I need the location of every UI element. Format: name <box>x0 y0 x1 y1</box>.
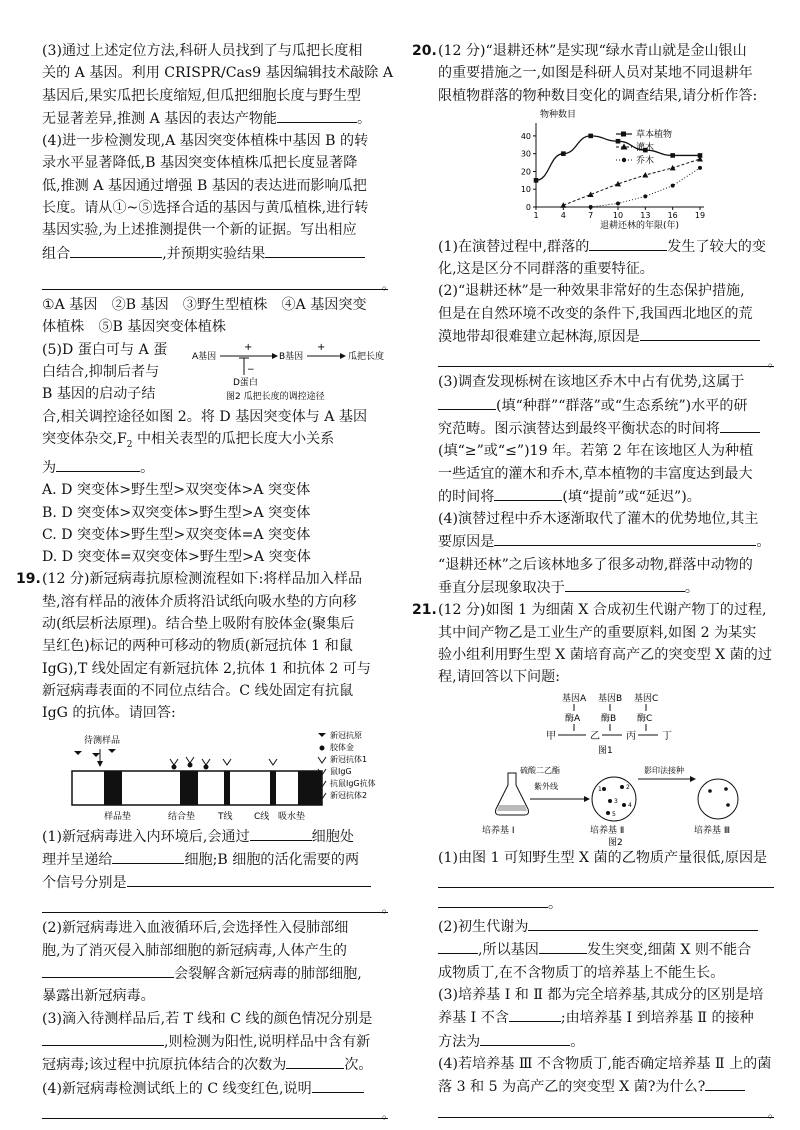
y-ticks <box>521 132 536 212</box>
q20-3-line: 一些适宜的灌木和乔木,草本植物的丰富度达到最大 <box>438 465 753 482</box>
q20-3-line: (填“种群”“群落”或“生态系统”)水平的研 <box>438 394 800 417</box>
q19-2-line: 会裂解含新冠病毒的肺部细胞, <box>42 962 394 985</box>
reagent-label: 硫酸二乙酯 <box>520 765 560 775</box>
x-ticks <box>533 207 705 220</box>
arrow-head <box>584 796 590 802</box>
q20-3-line: (填“≥”或“≤”)19 年。若第 2 年在该地区人为种植 <box>438 443 754 460</box>
answer-blank[interactable] <box>705 1075 745 1091</box>
sample-pad-label: 样品垫 <box>104 811 132 822</box>
q21-1-line: (1)由图 1 可知野生型 X 菌的乙物质产量很低,原因是 <box>438 849 768 866</box>
strip-legend <box>318 730 376 800</box>
q19-line: 动(纸层析法原理)。结合垫上吸附有胶体金(聚集后 <box>42 616 355 633</box>
svg-text:4: 4 <box>628 801 632 809</box>
plus-sign: + <box>317 341 326 353</box>
arrow-head <box>690 776 696 782</box>
answer-blank[interactable] <box>286 1053 344 1069</box>
q21-3-line: (3)培养基 Ⅰ 和 Ⅱ 都为完全培养基,其成分的区别是培 <box>438 987 764 1004</box>
q19-line: 19.(12 分)新冠病毒抗原检测流程如下:将样品加入样品 <box>42 568 394 590</box>
answer-line[interactable]: 。 <box>438 1099 774 1118</box>
q19-line: IgG),T 线处固定有新冠抗体 2,抗体 1 和抗体 2 可与 <box>42 660 371 677</box>
svg-text:胶体金: 胶体金 <box>330 742 354 752</box>
q20-3-line: (3)调查发现栎树在该地区乔木中占有优势,这属于 <box>438 374 745 391</box>
fig2-regulation-pathway <box>190 339 400 403</box>
q21-line: 21.(12 分)如图 1 为细菌 X 合成初生代谢产物丁的过程, <box>412 599 800 621</box>
q18-3-line: 关的 A 基因。利用 CRISPR/Cas9 基因编辑技术敲除 A <box>42 65 394 82</box>
q20-4-line: 垂直分层现象取决于 。 <box>438 576 800 599</box>
question-number: 20. <box>412 43 437 59</box>
q20-3-line: 的时间将 (填“提前”或“延迟”)。 <box>438 485 800 508</box>
q21-2-line: 成物质丁,在不含物质丁的培养基上不能生长。 <box>438 964 725 981</box>
q19-2-line: 暴露出新冠病毒。 <box>42 988 155 1005</box>
answer-blank[interactable] <box>509 1006 561 1022</box>
q20-line: 的重要措施之一,如图是科研人员对某地不同退耕年 <box>438 65 753 82</box>
plus-sign: + <box>244 341 253 353</box>
y-tick-label: 30 <box>520 149 531 159</box>
q19-1-line: (1)新冠病毒进入内环境后,会通过 细胞处 <box>42 825 394 848</box>
q18-3-line: 基因后,果实瓜把长度缩短,但瓜把细胞长度与野生型 <box>42 87 362 104</box>
uv-label: 紫外线 <box>534 781 558 791</box>
fig2-plates <box>412 759 800 847</box>
q18-3-line: (3)通过上述定位方法,科研人员找到了与瓜把长度相 <box>42 43 363 59</box>
gene-a: 基因A <box>562 693 587 704</box>
legend-shrub: 灌木 <box>636 142 655 153</box>
sample-pad <box>104 771 122 805</box>
q18-4-line: 录水平显著降低,B 基因突变体植株瓜把长度显著降 <box>42 155 358 172</box>
minus-sign: − <box>247 364 255 375</box>
q18-4-combo-line: 组合 ,并预期实验结果 <box>42 242 394 265</box>
y-tick-label: 20 <box>520 167 531 177</box>
q18-5-line: 为 。 <box>42 456 394 479</box>
chart-wrapper <box>412 107 800 235</box>
substance-jia: 甲 <box>546 730 556 742</box>
substance-bing: 丙 <box>626 730 636 742</box>
conjugate-pad <box>180 771 198 805</box>
data-point <box>560 202 566 208</box>
data-point <box>588 133 593 138</box>
data-point <box>642 172 648 178</box>
answer-blank[interactable] <box>277 107 357 123</box>
replica-label: 影印法接种 <box>644 765 684 775</box>
absorbent-pad <box>298 771 322 805</box>
y-tick-label: 10 <box>520 185 531 195</box>
answer-blank[interactable] <box>494 485 562 501</box>
flask-1-medium <box>497 805 527 811</box>
q18-options: ①A 基因 ②B 基因 ③野生型植株 ④A 基因突变 <box>42 296 367 313</box>
plate-3 <box>698 779 738 819</box>
q20-4-line: (4)演替过程中乔木逐渐取代了灌木的优势地位,其主 <box>438 511 759 528</box>
antigen-symbol <box>92 753 100 757</box>
fig1-metabolic-pathway <box>412 689 800 759</box>
gold-icon <box>320 745 325 750</box>
choice-b[interactable]: B. D 突变体>双突变体>野生型>A 突变体 <box>42 504 311 521</box>
svg-text:新冠抗体1: 新冠抗体1 <box>330 754 368 764</box>
q21-line: 验小组利用野生型 X 菌培育高产乙的突变型 X 菌的过 <box>438 646 772 663</box>
q18-4-line: 长度。请从①~⑤选择合适的基因与黄瓜植株,进行转 <box>42 200 369 217</box>
question-number: 21. <box>412 602 437 619</box>
q18-5-line: 白结合,抑制后者与 <box>42 363 160 380</box>
series-line-1 <box>563 159 700 205</box>
x-tick-label: 10 <box>612 210 624 220</box>
q20-2-line: 漠地带却很难建立起林海,原因是 <box>438 325 800 348</box>
answer-blank[interactable] <box>70 242 162 258</box>
chart-legend <box>616 128 672 166</box>
q18-5-block <box>42 339 394 406</box>
q20-line: 限植物群落的物种数目变化的调查结果,请分析作答: <box>438 87 758 104</box>
answer-blank[interactable] <box>720 417 760 433</box>
y-tick-label: 0 <box>525 202 531 212</box>
answer-blank[interactable] <box>494 530 756 546</box>
antigen-symbol <box>108 749 116 753</box>
data-point <box>588 191 594 197</box>
q18-4-line: 低,推测 A 基因通过增强 B 基因的表达进而影响瓜把 <box>42 177 367 194</box>
q21-2-line: (2)初生代谢为 <box>438 915 800 938</box>
left-column <box>16 40 394 1123</box>
medium-1-label: 培养基 Ⅰ <box>482 825 515 836</box>
q19-3-line: ,则检测为阳性,说明样品中含有新 <box>42 1030 394 1053</box>
question-number: 19. <box>16 571 41 588</box>
q19-line: IgG 的抗体。请回答: <box>42 705 176 722</box>
svg-text:2: 2 <box>626 783 630 791</box>
legend-marker-herb <box>621 131 626 136</box>
gene-b: 基因B <box>598 693 623 704</box>
x-tick-label: 1 <box>533 210 539 220</box>
q21-line: 其中间产物乙是工业生产的重要原料,如图 2 为某实 <box>438 624 757 641</box>
data-point <box>671 184 675 188</box>
answer-line[interactable]: 。 <box>42 271 388 290</box>
q21-line: 程,请回答以下问题: <box>438 669 560 686</box>
gene-c: 基因C <box>634 693 659 704</box>
substance-yi: 乙 <box>590 730 600 742</box>
q21-1-line: 。 <box>438 892 800 915</box>
answer-blank[interactable] <box>265 242 365 258</box>
svg-text:新冠抗原: 新冠抗原 <box>330 730 362 740</box>
q20-2-line: 但是在自然环境不改变的条件下,我国西北地区的荒 <box>438 305 753 322</box>
q18-options: 体植株 ⑤B 基因突变体植株 <box>42 319 226 336</box>
choice-c[interactable]: C. D 突变体>野生型>双突变体=A 突变体 <box>42 526 311 543</box>
q19-1-line: 理并呈递给 细胞;B 细胞的活化需要的两 <box>42 848 394 871</box>
x-tick-label: 7 <box>588 210 594 220</box>
series-group <box>534 133 703 208</box>
t-line <box>224 771 230 805</box>
q20-2-line: (2)“退耕还林”是一种效果非常好的生态保护措施, <box>438 283 745 300</box>
colony-2 <box>620 785 624 789</box>
antibody1-icon <box>318 757 326 763</box>
fig1-caption: 图1 <box>598 745 613 756</box>
choice-d[interactable]: D. D 突变体=双突变体>野生型>A 突变体 <box>42 549 311 566</box>
conjugate-pad-label: 结合垫 <box>168 811 196 822</box>
answer-blank[interactable] <box>438 394 496 410</box>
answer-blank[interactable] <box>42 962 174 978</box>
antibody-symbols <box>170 757 210 765</box>
svg-text:新冠抗体2: 新冠抗体2 <box>330 790 368 800</box>
answer-blank[interactable] <box>640 325 760 341</box>
q20-1-line: (1)在演替过程中,群落的 发生了较大的变 <box>438 235 800 258</box>
c-line <box>270 771 276 805</box>
test-strip-figure <box>42 729 394 825</box>
q19-1-line: 个信号分别是 <box>42 871 394 894</box>
answer-blank[interactable] <box>480 1030 570 1046</box>
svg-text:鼠IgG: 鼠IgG <box>330 766 352 776</box>
colony <box>724 787 728 791</box>
answer-line[interactable]: 。 <box>438 348 774 367</box>
q21-answers <box>412 847 800 1118</box>
substance-ding: 丁 <box>662 730 672 742</box>
q21-3-line: 方法为 。 <box>438 1030 800 1053</box>
answer-blank[interactable] <box>438 892 548 908</box>
t-line-label: T线 <box>218 811 233 822</box>
answer-blank[interactable] <box>565 576 685 592</box>
svg-text:5: 5 <box>612 810 616 818</box>
right-column <box>412 40 800 1122</box>
q20-1-line: 化,这是区分不同群落的重要特征。 <box>438 261 654 278</box>
fig2-caption: 图2 瓜把长度的调控途径 <box>226 391 325 402</box>
arrow-head <box>340 353 346 359</box>
medium-3-label: 培养基 Ⅲ <box>694 825 731 836</box>
legend-herb: 草本植物 <box>636 129 673 140</box>
x-tick-label: 4 <box>560 210 566 220</box>
q21-4-line: (4)若培养基 Ⅲ 不含物质丁,能否确定培养基 Ⅱ 上的菌 <box>438 1055 772 1072</box>
q20-3-line: 究范畴。图示演替达到最终平衡状态的时间将 <box>438 417 800 440</box>
species-count-chart <box>512 107 712 231</box>
answer-blank[interactable] <box>438 938 478 954</box>
q19-3-line: 冠病毒;该过程中抗原抗体结合的次数为 次。 <box>42 1053 394 1076</box>
fig2-a-gene: A基因 <box>192 351 217 362</box>
data-point <box>616 139 621 144</box>
enzyme-c: 酶C <box>637 713 653 724</box>
colony <box>708 789 712 793</box>
q19-line: 新冠病毒表面的不同位点结合。C 线处固定有抗鼠 <box>42 682 354 699</box>
data-point <box>616 201 620 205</box>
q18-4-line: 基因实验,为上述推测提供一个新的证据。写出相应 <box>42 222 357 239</box>
data-point <box>643 194 647 198</box>
answer-blank[interactable] <box>42 1030 164 1046</box>
fig2-caption: 图2 <box>608 837 623 847</box>
q19-2-line: 胞,为了消灭侵入肺部细胞的新冠病毒,人体产生的 <box>42 942 347 959</box>
chart-ylabel: 物种数目 <box>540 109 577 120</box>
answer-blank[interactable] <box>112 848 184 864</box>
q18-5-line: 突变体杂交$,F_2$ 中相关表型的瓜把长度大小关系 <box>42 430 335 450</box>
sample-label: 待测样品 <box>84 735 121 746</box>
answer-line[interactable] <box>438 869 774 888</box>
x-tick-label: 13 <box>640 210 651 220</box>
answer-line[interactable]: 。 <box>42 1100 388 1119</box>
colony-1 <box>602 787 606 791</box>
colony-4 <box>622 803 626 807</box>
answer-blank[interactable] <box>528 915 758 931</box>
fixed-antibody-symbols <box>223 759 277 765</box>
fig2-d-protein: D蛋白 <box>233 377 258 388</box>
choice-a[interactable]: A. D 突变体>野生型>双突变体>A 突变体 <box>42 482 311 499</box>
data-point <box>670 153 675 158</box>
x-tick-label: 19 <box>694 210 706 220</box>
svg-text:1: 1 <box>598 785 602 793</box>
q18-3-line: 无显著差异,推测 A 基因的表达产物能 。 <box>42 107 394 130</box>
fig2-b-gene: B基因 <box>279 351 304 362</box>
x-tick-label: 16 <box>667 210 678 220</box>
svg-text:3: 3 <box>614 797 618 805</box>
arrow-head <box>272 353 278 359</box>
colony <box>726 803 730 807</box>
y-tick-label: 40 <box>520 131 531 141</box>
answer-line[interactable]: 。 <box>42 894 388 913</box>
q20-4-line: 要原因是 。 <box>438 530 800 553</box>
c-line-label: C线 <box>254 811 270 822</box>
chart-xlabel: 退耕还林的年限(年) <box>600 220 680 231</box>
answer-blank[interactable] <box>250 825 312 841</box>
q18-5-line: (5)D 蛋白可与 A 蛋 <box>42 341 168 358</box>
q18-5-line: 合,相关调控途径如图 2。将 D 基因突变体与 A 基因 <box>42 408 368 425</box>
answer-blank[interactable] <box>127 871 371 887</box>
q19-line: 呈红色)标记的两种可移动的物质(新冠抗体 1 和鼠 <box>42 638 353 655</box>
colony-3 <box>608 799 612 803</box>
fig2-result: 瓜把长度 <box>348 351 385 362</box>
q19-4-line: (4)新冠病毒检测试纸上的 C 线变红色,说明 <box>42 1077 394 1100</box>
answer-blank[interactable] <box>312 1077 364 1093</box>
colony-5 <box>606 811 610 815</box>
enzyme-b: 酶B <box>601 713 617 724</box>
q20-answers <box>412 235 800 599</box>
enzyme-a: 酶A <box>565 713 581 724</box>
data-point <box>534 178 539 183</box>
legend-tree: 乔木 <box>636 155 655 166</box>
medium-2-label: 培养基 Ⅱ <box>590 825 625 836</box>
q21-2-line: ,所以基因 发生突变,细菌 X 则不能合 <box>438 938 800 961</box>
q18-4-line: (4)进一步检测发现,A 基因突变体植株中基因 B 的转 <box>42 133 369 150</box>
svg-text:抗鼠IgG抗体: 抗鼠IgG抗体 <box>330 778 376 788</box>
q18-5-line: B 基因的启动子结 <box>42 386 156 403</box>
data-point <box>698 166 702 170</box>
drop-arrow-head <box>97 761 103 767</box>
antigen-icon <box>318 733 326 737</box>
q19-2-line: (2)新冠病毒进入血液循环后,会选择性入侵肺部细 <box>42 920 349 937</box>
q21-4-line: 落 3 和 5 为高产乙的突变型 X 菌?为什么? <box>438 1075 800 1098</box>
q19-3-line: (3)滴入待测样品后,若 T 线和 C 线的颜色情况分别是 <box>42 1010 373 1027</box>
absorbent-pad-label: 吸水垫 <box>278 811 306 822</box>
q21-3-line: 养基 Ⅰ 不含 ;由培养基 Ⅰ 到培养基 Ⅱ 的接种 <box>438 1006 800 1029</box>
data-point <box>589 205 593 209</box>
antigen-symbol <box>74 751 82 755</box>
answer-blank[interactable] <box>56 456 140 472</box>
q20-line: 20.(12 分)“退耕还林”是实现“绿水青山就是金山银山 <box>412 40 800 62</box>
answer-blank[interactable] <box>589 235 667 251</box>
answer-blank[interactable] <box>539 938 587 954</box>
legend-marker-tree <box>622 158 626 162</box>
data-point <box>561 151 566 156</box>
q19-line: 垫,溶有样品的液体介质将沿试纸向吸水垫的方向移 <box>42 593 357 610</box>
q20-4-line: “退耕还林”之后该林地多了很多动物,群落中动物的 <box>438 556 753 573</box>
